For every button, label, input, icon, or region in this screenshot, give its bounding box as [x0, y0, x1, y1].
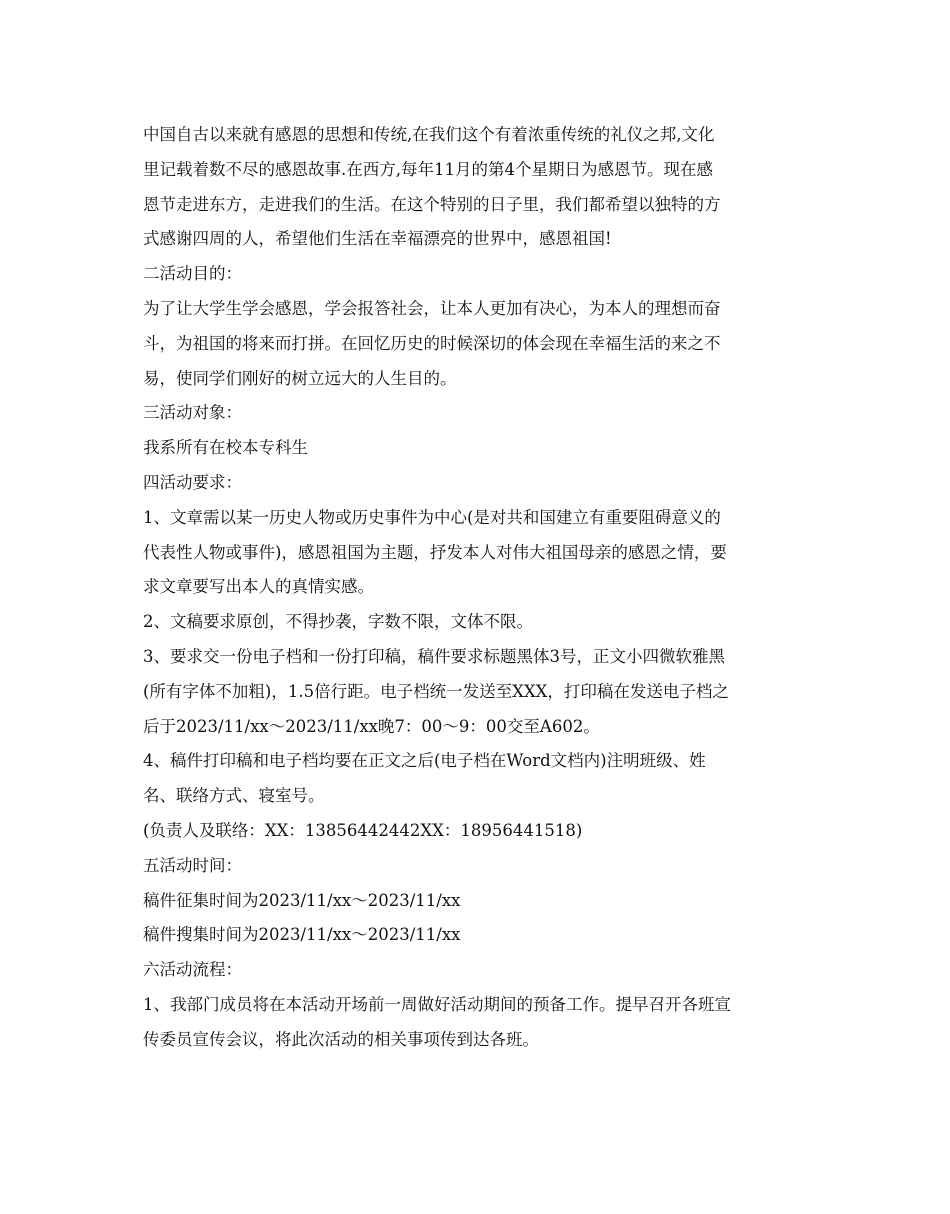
purpose-line: 斗，为祖国的将来而打拼。在回忆历史的时候深切的体会现在幸福生活的来之不 — [143, 333, 721, 353]
target-paragraph — [143, 431, 810, 466]
section-heading-flow — [143, 953, 810, 988]
requirement-3 — [143, 640, 810, 744]
intro-paragraph — [143, 118, 810, 257]
heading-text: 四活动要求： — [143, 472, 242, 492]
flow-step-1 — [143, 988, 810, 1058]
requirement-line: 求文章要写出本人的真情实感。 — [143, 577, 374, 597]
contact-text: (负责人及联络：XX：13856442442XX：18956441518) — [143, 820, 583, 840]
requirement-1 — [143, 501, 810, 605]
flow-line: 传委员宣传会议，将此次活动的相关事项传到达各班。 — [143, 1029, 539, 1049]
heading-text: 五活动时间： — [143, 855, 242, 875]
heading-text: 二活动目的： — [143, 264, 242, 284]
section-heading-time — [143, 849, 810, 884]
document-body — [143, 118, 810, 1058]
time-text: 稿件搜集时间为2023/11/xx～2023/11/xx — [143, 925, 461, 945]
requirement-2 — [143, 605, 810, 640]
requirement-line: 名、联络方式、寝室号。 — [143, 786, 325, 806]
time-text: 稿件征集时间为2023/11/xx～2023/11/xx — [143, 890, 461, 910]
section-heading-target — [143, 396, 810, 431]
intro-line: 中国自古以来就有感恩的思想和传统,在我们这个有着浓重传统的礼仪之邦,文化 — [143, 125, 715, 144]
requirement-line: 1、文章需以某一历史人物或历史事件为中心(是对共和国建立有重要阻碍意义的 — [143, 507, 721, 527]
purpose-line: 为了让大学生学会感恩，学会报答社会，让本人更加有决心，为本人的理想而奋 — [143, 298, 721, 318]
section-heading-requirements — [143, 466, 810, 501]
time-collect — [143, 884, 810, 919]
time-gather — [143, 918, 810, 953]
heading-text: 三活动对象： — [143, 403, 242, 423]
requirement-line: 2、文稿要求原创，不得抄袭，字数不限，文体不限。 — [143, 612, 533, 632]
requirement-4 — [143, 744, 810, 814]
flow-line: 1、我部门成员将在本活动开场前一周做好活动期间的预备工作。提早召开各班宣 — [143, 994, 731, 1014]
intro-line: 里记载着数不尽的感恩故事.在西方,每年11月的第4个星期日为感恩节。现在感 — [143, 159, 713, 179]
intro-line: 式感谢四周的人，希望他们生活在幸福漂亮的世界中，感恩祖国! — [143, 229, 612, 249]
requirement-line: 3、要求交一份电子档和一份打印稿，稿件要求标题黑体3号，正文小四微软雅黑 — [143, 646, 725, 666]
requirement-line: 后于2023/11/xx～2023/11/xx晚7：00～9：00交至A602。 — [143, 716, 600, 736]
purpose-paragraph — [143, 292, 810, 396]
requirement-line: 代表性人物或事件)，感恩祖国为主题，抒发本人对伟大祖国母亲的感恩之情，要 — [143, 542, 727, 562]
requirement-line: (所有字体不加粗)，1.5倍行距。电子档统一发送至XXX，打印稿在发送电子档之 — [143, 681, 729, 701]
heading-text: 六活动流程： — [143, 960, 242, 980]
target-text: 我系所有在校本专科生 — [143, 438, 308, 458]
section-heading-purpose — [143, 257, 810, 292]
purpose-line: 易，使同学们刚好的树立远大的人生目的。 — [143, 368, 457, 388]
intro-line: 恩节走进东方，走进我们的生活。在这个特别的日子里，我们都希望以独特的方 — [143, 194, 721, 214]
contact-info — [143, 814, 810, 849]
requirement-line: 4、稿件打印稿和电子档均要在正文之后(电子档在Word文档内)注明班级、姓 — [143, 751, 706, 771]
